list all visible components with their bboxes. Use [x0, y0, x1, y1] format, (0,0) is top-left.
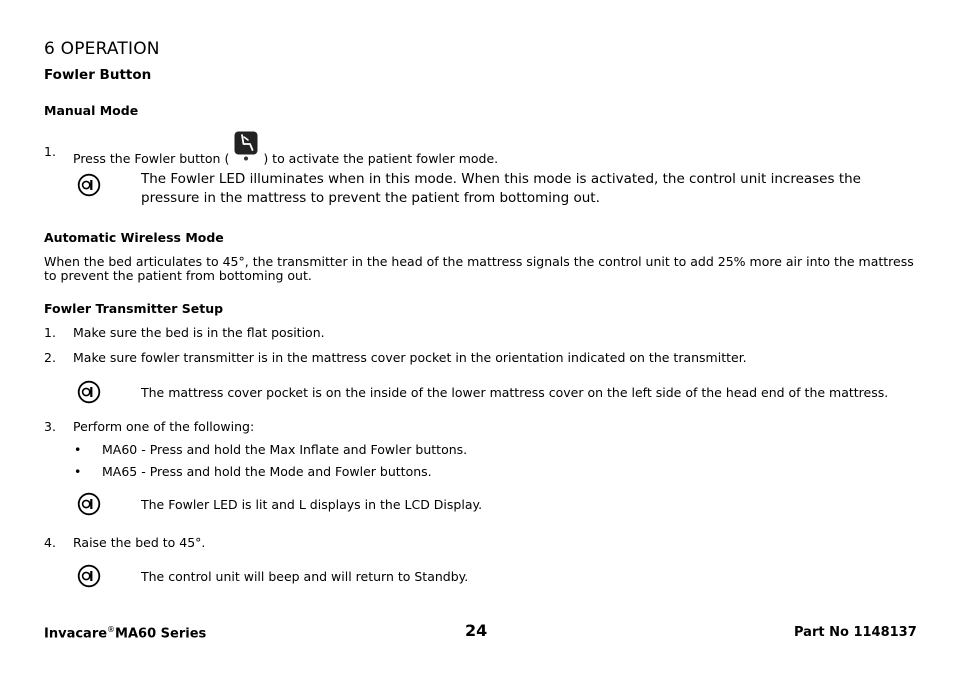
info-icon [77, 492, 101, 516]
setup-step-3: Perform one of the following: [73, 419, 255, 434]
manual-mode-heading: Manual Mode [44, 103, 139, 118]
setup-step-2: Make sure fowler transmitter is in the mattress cover pocket in the orientation indicated on the transmitter. [73, 350, 747, 365]
setup-note-1: The mattress cover pocket is on the inside of the lower mattress cover on the left side of the head end of the mattress. [141, 385, 889, 400]
step-number: 4. [44, 535, 56, 550]
part-number: Part No 1148137 [794, 625, 917, 640]
automatic-wireless-heading: Automatic Wireless Mode [44, 230, 224, 245]
setup-step-4: Raise the bed to 45°. [73, 535, 206, 550]
setup-note-2: The Fowler LED is lit and L displays in the LCD Display. [141, 497, 483, 512]
step-number: 1. [44, 144, 56, 159]
setup-step-1: Make sure the bed is in the flat position. [73, 325, 325, 340]
bullet-item-ma60: MA60 - Press and hold the Max Inflate and Fowler buttons. [102, 442, 468, 457]
step-number: 1. [44, 325, 56, 340]
fowler-button-heading: Fowler Button [44, 67, 152, 83]
manual-step-1 [73, 131, 498, 166]
manual-note: The Fowler LED illuminates when in this mode. When this mode is activated, the control unit increases the pressure in the mattress to prevent the patient from bottoming out. [141, 171, 861, 206]
info-icon [77, 173, 101, 197]
step-number: 2. [44, 350, 56, 365]
series-name: MA60 Series [115, 626, 207, 642]
step-text: ) to activate the patient fowler mode. [263, 151, 499, 166]
registered-mark: ® [107, 625, 116, 634]
step-number: 3. [44, 419, 56, 434]
transmitter-setup-heading: Fowler Transmitter Setup [44, 301, 224, 316]
page-number: 24 [465, 621, 488, 640]
bullet-mark: • [74, 442, 82, 457]
bullet-item-ma65: MA65 - Press and hold the Mode and Fowler buttons. [102, 464, 432, 479]
footer-brand [44, 625, 206, 641]
step-text: Press the Fowler button ( [73, 151, 230, 166]
bullet-mark: • [74, 464, 82, 479]
brand-name: Invacare [44, 626, 108, 642]
info-icon [77, 564, 101, 588]
automatic-wireless-text: When the bed articulates to 45°, the transmitter in the head of the mattress signals the control unit to add 25% more air into the mattress to prevent the patient from bottoming out. [44, 254, 914, 283]
section-heading: 6 OPERATION [44, 39, 160, 59]
setup-note-3: The control unit will beep and will return to Standby. [141, 569, 469, 584]
info-icon [77, 380, 101, 404]
fowler-button-icon [234, 131, 258, 161]
